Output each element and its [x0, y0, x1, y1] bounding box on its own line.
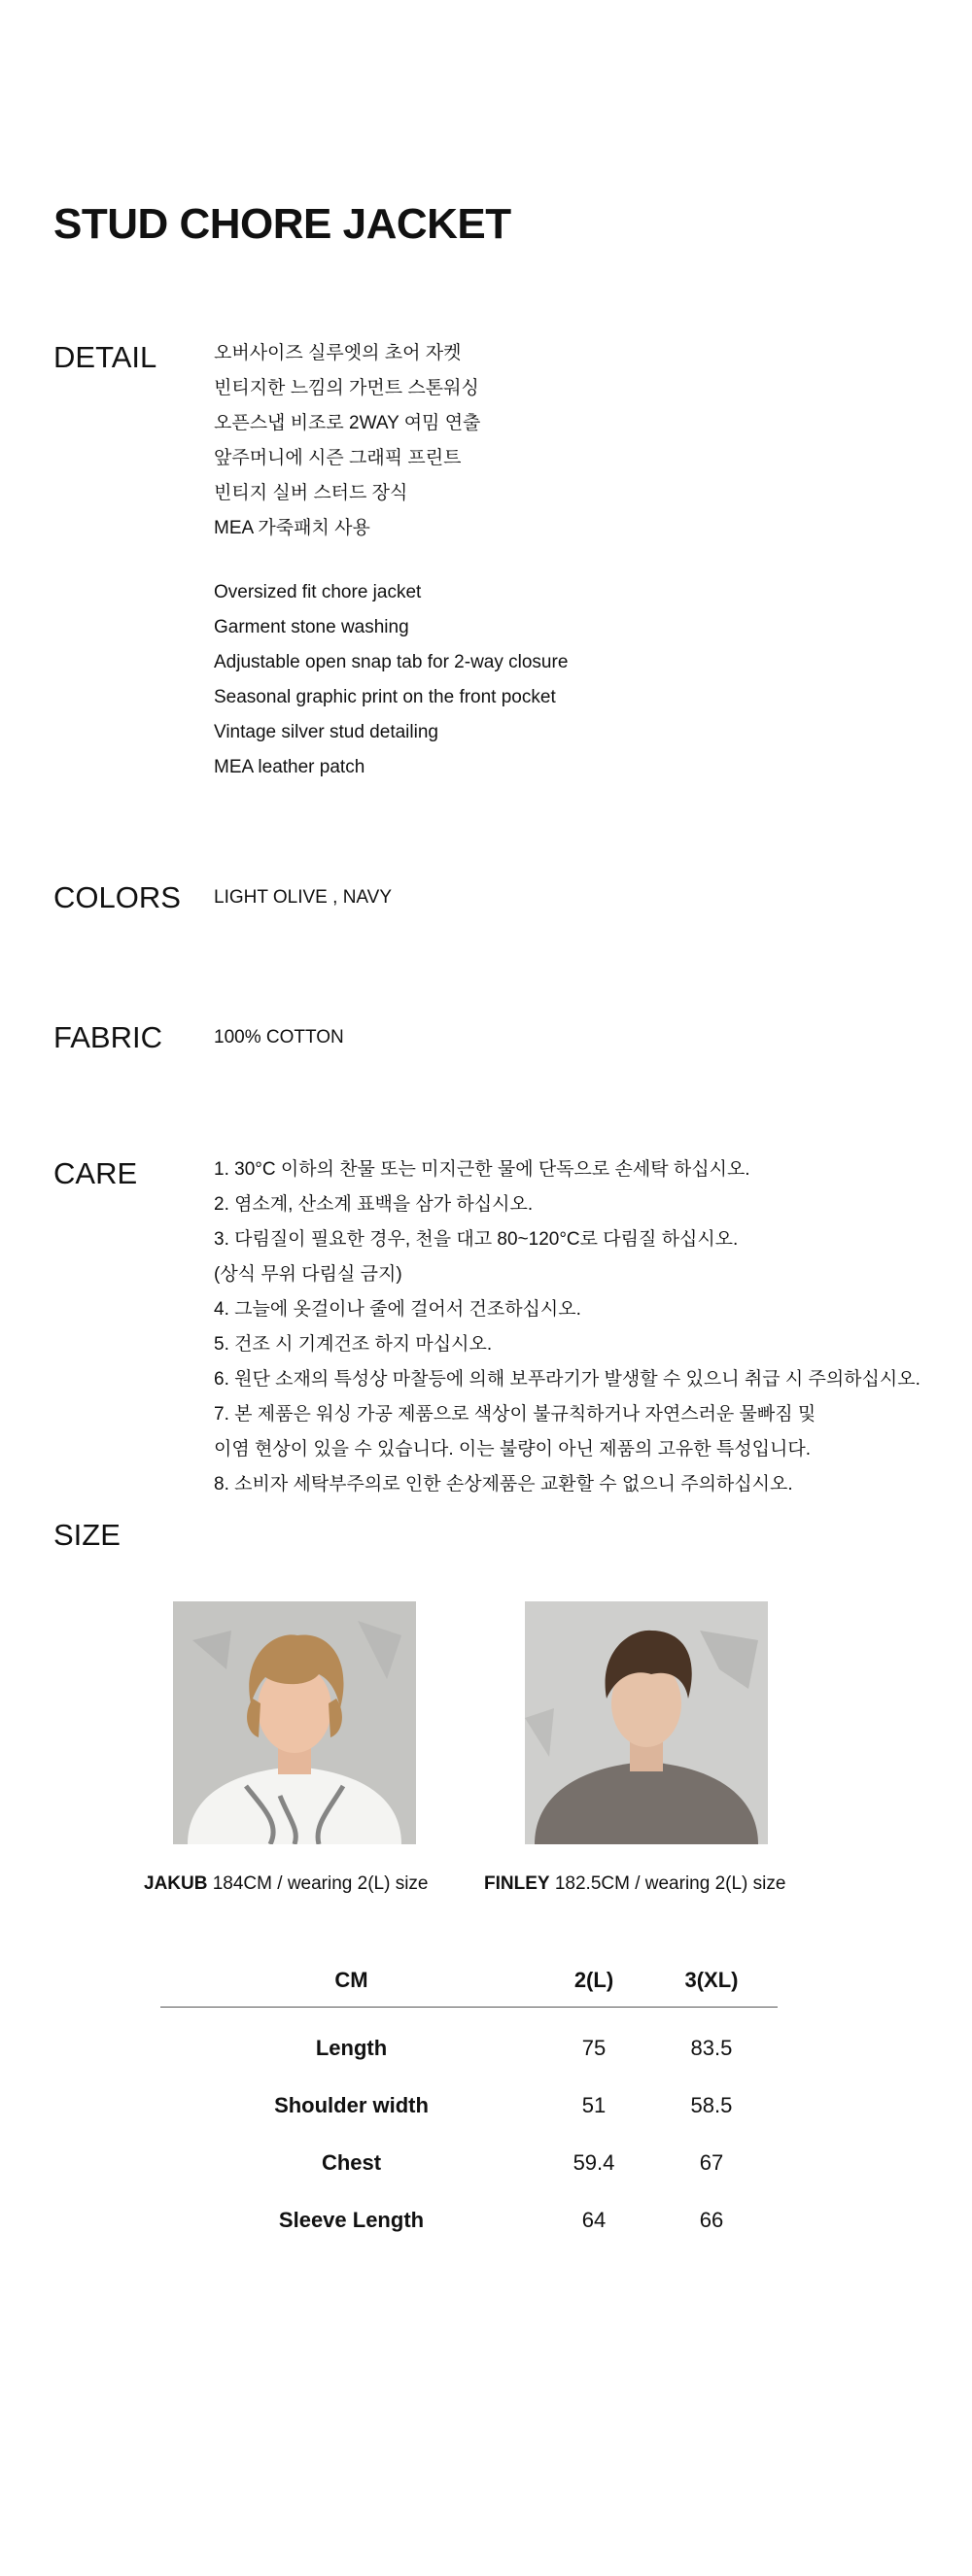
model-details: 184CM / wearing 2(L) size — [207, 1873, 429, 1894]
table-row — [160, 2134, 778, 2191]
model-caption-finley — [484, 1873, 785, 1895]
size-table — [160, 1953, 778, 2249]
model-photo-finley — [525, 1601, 768, 1844]
care-line: 5. 건조 시 기계건조 하지 마십시오. — [214, 1334, 493, 1355]
care-line: 3. 다림질이 필요한 경우, 천을 대고 80~120°C로 다림질 하십시오. — [214, 1229, 739, 1250]
product-title: STUD CHORE JACKET — [53, 200, 511, 248]
size-value: 66 — [699, 2207, 724, 2232]
fabric-value: 100% COTTON — [214, 1027, 344, 1048]
size-value: 64 — [581, 2207, 607, 2232]
care-line: 7. 본 제품은 워싱 가공 제품으로 색상이 불규칙하거나 자연스러운 물빠짐 및 — [214, 1404, 816, 1425]
size-table-header: CM — [160, 1953, 542, 2008]
detail-english-line: Vintage silver stud detailing — [214, 722, 438, 742]
model-details: 182.5CM / wearing 2(L) size — [549, 1873, 786, 1894]
size-value: 75 — [581, 2035, 607, 2060]
model-finley-illustration — [525, 1601, 768, 1844]
detail-english-line: Adjustable open snap tab for 2-way closure — [214, 652, 569, 672]
colors-label: COLORS — [53, 880, 181, 914]
size-value: 58.5 — [690, 2092, 733, 2117]
care-line: 이염 현상이 있을 수 있습니다. 이는 불량이 아닌 제품의 고유한 특성입니다. — [214, 1439, 811, 1460]
table-row — [160, 2077, 778, 2134]
detail-korean-line: 빈티지한 느낌의 가먼트 스톤워싱 — [214, 378, 479, 398]
care-line: 8. 소비자 세탁부주의로 인한 손상제품은 교환할 수 없으니 주의하십시오. — [214, 1474, 793, 1494]
detail-english-line: Garment stone washing — [214, 617, 409, 637]
care-line: 1. 30°C 이하의 찬물 또는 미지근한 물에 단독으로 손세탁 하십시오. — [214, 1159, 750, 1180]
model-name: JAKUB — [144, 1873, 208, 1894]
detail-english-line: Oversized fit chore jacket — [214, 582, 422, 602]
detail-korean-list — [214, 336, 480, 546]
model-photo-jakub — [173, 1601, 416, 1844]
size-label: SIZE — [53, 1518, 121, 1552]
table-row — [160, 2191, 778, 2249]
size-value: 83.5 — [690, 2035, 733, 2060]
detail-korean-line: 오픈스냅 비조로 2WAY 여밈 연출 — [214, 413, 481, 433]
size-value: 51 — [581, 2092, 607, 2117]
detail-label: DETAIL — [53, 340, 157, 374]
size-table-header: 2(L) — [542, 1953, 645, 2008]
model-name: FINLEY — [484, 1873, 550, 1894]
detail-korean-line: 오버사이즈 실루엣의 초어 자켓 — [214, 343, 462, 363]
care-line: 4. 그늘에 옷걸이나 줄에 걸어서 건조하십시오. — [214, 1299, 581, 1320]
care-label: CARE — [53, 1156, 138, 1190]
detail-english-list — [214, 575, 568, 785]
table-row — [160, 2008, 778, 2078]
colors-value: LIGHT OLIVE , NAVY — [214, 887, 393, 908]
detail-korean-line: 빈티지 실버 스터드 장식 — [214, 483, 408, 503]
size-value: 59.4 — [573, 2149, 615, 2175]
detail-english-line: MEA leather patch — [214, 757, 365, 777]
detail-korean-line: MEA 가죽패치 사용 — [214, 518, 370, 538]
care-list — [214, 1152, 920, 1502]
model-caption-jakub — [144, 1873, 429, 1895]
model-jakub-illustration — [173, 1601, 416, 1844]
detail-english-line: Seasonal graphic print on the front pocket — [214, 687, 556, 707]
size-table-header: 3(XL) — [645, 1953, 778, 2008]
measurement-name: Length — [315, 2035, 388, 2060]
size-table-header-row — [160, 1953, 778, 2008]
care-line: 2. 염소계, 산소계 표백을 삼가 하십시오. — [214, 1194, 534, 1215]
measurement-name: Shoulder width — [274, 2092, 429, 2117]
care-line: 6. 원단 소재의 특성상 마찰등에 의해 보푸라기가 발생할 수 있으니 취급 시 주의하십시오. — [214, 1369, 920, 1390]
measurement-name: Sleeve Length — [278, 2207, 425, 2232]
measurement-name: Chest — [321, 2149, 382, 2175]
size-value: 67 — [699, 2149, 724, 2175]
fabric-label: FABRIC — [53, 1020, 162, 1054]
care-line: (상식 무위 다림실 금지) — [214, 1264, 402, 1285]
detail-korean-line: 앞주머니에 시즌 그래픽 프린트 — [214, 448, 462, 468]
